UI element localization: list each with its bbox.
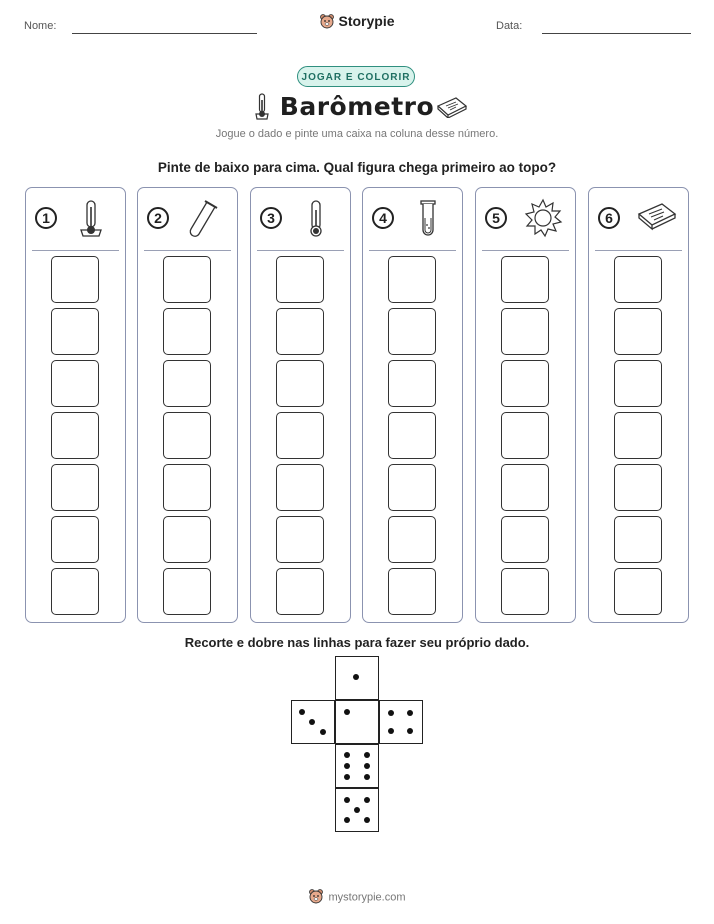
color-box[interactable] (163, 464, 211, 511)
sun-icon (523, 198, 563, 243)
die-pip (344, 774, 350, 780)
die-pip (364, 797, 370, 803)
name-label: Nome: (24, 20, 57, 32)
color-box[interactable] (163, 308, 211, 355)
storypie-bear-icon (308, 888, 324, 907)
test-tube-icon (185, 198, 221, 245)
color-box[interactable] (51, 360, 99, 407)
color-box[interactable] (51, 464, 99, 511)
color-box[interactable] (501, 568, 549, 615)
color-box[interactable] (388, 360, 436, 407)
color-box[interactable] (388, 568, 436, 615)
color-box[interactable] (501, 516, 549, 563)
page-title: Barômetro (279, 92, 435, 121)
die-face-4 (379, 700, 423, 744)
die-pip (388, 728, 394, 734)
die-face-3 (291, 700, 335, 744)
column-4 (362, 187, 463, 623)
die-pip (364, 763, 370, 769)
color-box[interactable] (388, 256, 436, 303)
instruction: Pinte de baixo para cima. Qual figura chega primeiro ao topo? (157, 160, 557, 175)
color-box[interactable] (614, 516, 662, 563)
column-divider (369, 250, 456, 251)
color-box[interactable] (388, 412, 436, 459)
date-label: Data: (496, 20, 523, 32)
column-number: 1 (35, 207, 57, 229)
date-line[interactable] (542, 33, 691, 34)
column-number: 3 (260, 207, 282, 229)
thermometer-icon (73, 198, 109, 245)
die-pip (407, 710, 413, 716)
color-box[interactable] (51, 412, 99, 459)
color-box[interactable] (276, 516, 324, 563)
die-pip (309, 719, 315, 725)
test-tube-icon (410, 198, 446, 245)
color-box[interactable] (51, 568, 99, 615)
color-box[interactable] (163, 516, 211, 563)
die-pip (344, 797, 350, 803)
column-divider (144, 250, 231, 251)
activity-badge: JOGAR E COLORIR (297, 66, 415, 87)
color-box[interactable] (163, 256, 211, 303)
column-5 (475, 187, 576, 623)
die-pip (299, 709, 305, 715)
color-box[interactable] (51, 516, 99, 563)
footer (0, 888, 714, 907)
column-number: 6 (598, 207, 620, 229)
column-number: 4 (372, 207, 394, 229)
title-row (0, 92, 714, 126)
name-line[interactable] (72, 33, 257, 34)
color-box[interactable] (51, 256, 99, 303)
color-box[interactable] (163, 360, 211, 407)
color-box[interactable] (614, 308, 662, 355)
die-pip (407, 728, 413, 734)
color-box[interactable] (276, 256, 324, 303)
column-3 (250, 187, 351, 623)
column-number: 2 (147, 207, 169, 229)
die-pip (353, 674, 359, 680)
color-box[interactable] (51, 308, 99, 355)
die-face-6 (335, 744, 379, 788)
die-face-1 (335, 656, 379, 700)
column-6 (588, 187, 689, 623)
storypie-bear-icon (319, 13, 335, 32)
weather-map-icon (436, 96, 468, 123)
color-box[interactable] (276, 412, 324, 459)
color-box[interactable] (501, 256, 549, 303)
cut-instruction: Recorte e dobre nas linhas para fazer seu próprio dado. (184, 635, 530, 650)
die-pip (388, 710, 394, 716)
brand-logo (0, 13, 714, 32)
color-columns (25, 187, 689, 623)
color-box[interactable] (388, 464, 436, 511)
color-box[interactable] (614, 412, 662, 459)
color-box[interactable] (614, 464, 662, 511)
color-box[interactable] (501, 360, 549, 407)
color-box[interactable] (501, 308, 549, 355)
die-pip (344, 763, 350, 769)
color-box[interactable] (163, 568, 211, 615)
color-box[interactable] (614, 568, 662, 615)
weather-map-icon (636, 198, 678, 239)
column-1 (25, 187, 126, 623)
color-box[interactable] (276, 308, 324, 355)
die-pip (364, 817, 370, 823)
color-box[interactable] (276, 568, 324, 615)
color-box[interactable] (388, 516, 436, 563)
color-box[interactable] (163, 412, 211, 459)
color-box[interactable] (388, 308, 436, 355)
color-box[interactable] (276, 360, 324, 407)
die-pip (364, 752, 370, 758)
thermometer-icon (298, 198, 334, 245)
die-pip (354, 807, 360, 813)
column-divider (257, 250, 344, 251)
die-pip (344, 817, 350, 823)
subtitle: Jogue o dado e pinte uma caixa na coluna desse número. (215, 128, 499, 140)
color-box[interactable] (614, 360, 662, 407)
die-face-5 (335, 788, 379, 832)
die-pip (344, 752, 350, 758)
column-divider (32, 250, 119, 251)
column-divider (482, 250, 569, 251)
column-number: 5 (485, 207, 507, 229)
column-divider (595, 250, 682, 251)
brand-name: Storypie (338, 13, 395, 30)
die-pip (320, 729, 326, 735)
die-pip (364, 774, 370, 780)
color-box[interactable] (501, 464, 549, 511)
color-box[interactable] (276, 464, 324, 511)
die-pip (344, 709, 350, 715)
column-2 (137, 187, 238, 623)
die-face-1 (335, 700, 379, 744)
footer-url[interactable]: mystorypie.com (328, 891, 406, 904)
color-box[interactable] (614, 256, 662, 303)
color-box[interactable] (501, 412, 549, 459)
